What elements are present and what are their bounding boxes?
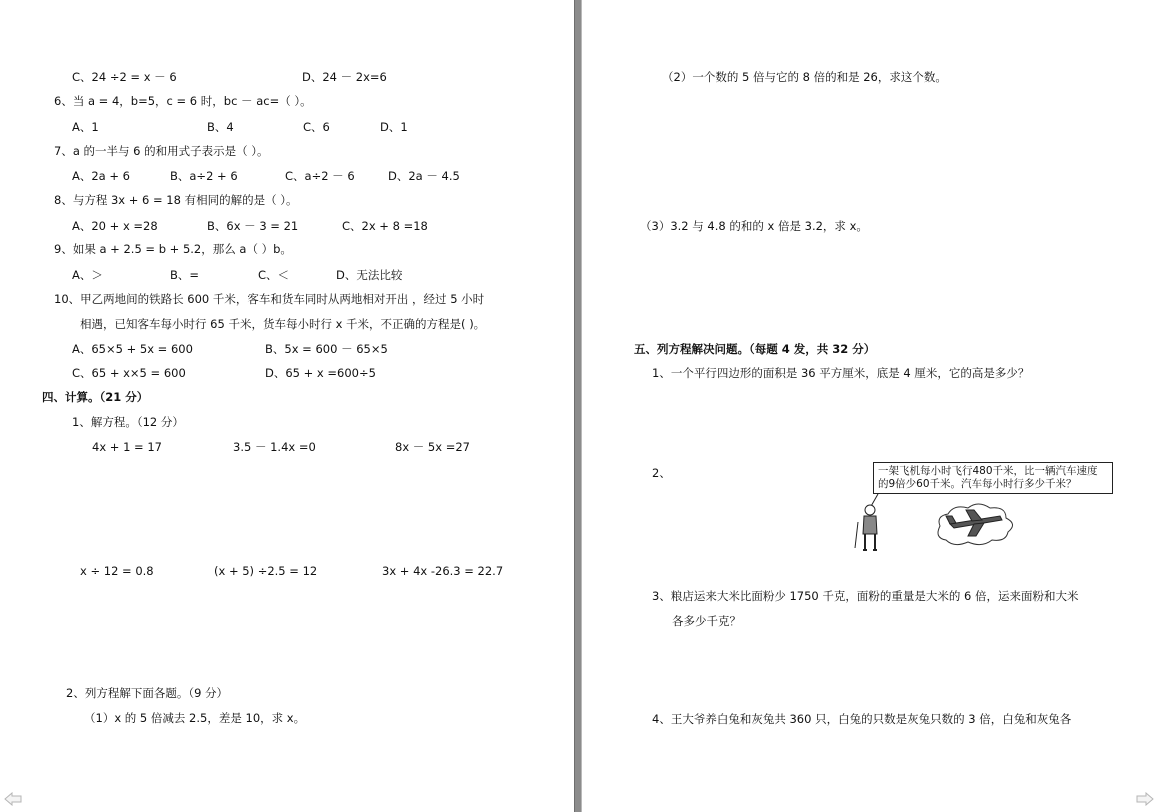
q6-stem: 6、当 a = 4，b=5，c = 6 时，bc － ac=（ ）。: [54, 94, 312, 108]
problem-3-line1: 3、粮店运来大米比面粉少 1750 千克，面粉的重量是大米的 6 倍，运来面粉和大米: [652, 589, 1079, 603]
section4-sub2-q2: （2）一个数的 5 倍与它的 8 倍的和是 26，求这个数。: [662, 70, 947, 84]
callout-line-1: 一架飞机每小时飞行480千米，比一辆汽车速度: [878, 465, 1098, 477]
equation-5: (x + 5) ÷2.5 = 12: [214, 564, 318, 578]
left-page: [0, 0, 574, 812]
q10-option-a: A、65×5 + 5x = 600: [72, 342, 193, 356]
next-page-button[interactable]: [1136, 792, 1154, 806]
q10-line2: 相遇，已知客车每小时行 65 千米，货车每小时行 x 千米，不正确的方程是( )。: [80, 317, 486, 331]
q6-option-a: A、1: [72, 120, 99, 134]
q6-option-b: B、4: [207, 120, 234, 134]
problem-3-line2: 各多少千克？: [672, 614, 741, 628]
equation-4: x ÷ 12 = 0.8: [80, 564, 154, 578]
equation-3: 8x － 5x =27: [395, 440, 470, 454]
q6-option-d: D、1: [380, 120, 408, 134]
prev-page-button[interactable]: [4, 792, 22, 806]
equation-2: 3.5 － 1.4x =0: [233, 440, 316, 454]
equation-6: 3x + 4x -26.3 = 22.7: [382, 564, 504, 578]
q7-option-b: B、a÷2 + 6: [170, 169, 238, 183]
q7-stem: 7、a 的一半与 6 的和用式子表示是（ ）。: [54, 144, 269, 158]
q7-option-d: D、2a － 4.5: [388, 169, 460, 183]
section4-title: 四、计算。（21 分）: [42, 390, 149, 404]
arrow-left-icon: [4, 792, 22, 806]
q6-option-c: C、6: [303, 120, 330, 134]
problem-1: 1、一个平行四边形的面积是 36 平方厘米，底是 4 厘米，它的高是多少？: [652, 366, 1030, 380]
q8-option-a: A、20 + x =28: [72, 219, 158, 233]
section5-title: 五、列方程解决问题。（每题 4 发，共 32 分）: [634, 342, 876, 356]
problem-2-illustration: [850, 490, 1030, 554]
q9-option-a: A、＞: [72, 268, 103, 282]
problem-2-label: 2、: [652, 466, 671, 480]
q10-line1: 10、甲乙两地间的铁路长 600 千米，客车和货车同时从两地相对开出 ，经过 5 小时: [54, 292, 485, 306]
q8-stem: 8、与方程 3x + 6 = 18 有相同的解的是（ ）。: [54, 193, 298, 207]
section4-sub2-q3: （3）3.2 与 4.8 的和的 x 倍是 3.2，求 x。: [640, 219, 868, 233]
callout-line-2: 的9倍少60千米。汽车每小时行多少千米？: [878, 478, 1077, 490]
person-icon: [855, 505, 877, 550]
q9-option-b: B、=: [170, 268, 200, 282]
equation-1: 4x + 1 = 17: [92, 440, 162, 454]
q9-option-c: C、＜: [258, 268, 290, 282]
page-divider: [574, 0, 582, 812]
q9-stem: 9、如果 a + 2.5 = b + 5.2，那么 a（ ）b。: [54, 242, 292, 256]
q5-option-c: C、24 ÷2 = x － 6: [72, 70, 177, 84]
q7-option-a: A、2a + 6: [72, 169, 130, 183]
q8-option-c: C、2x + 8 =18: [342, 219, 428, 233]
q10-option-c: C、65 + x×5 = 600: [72, 366, 186, 380]
q10-option-d: D、65 + x =600÷5: [265, 366, 376, 380]
q5-option-d: D、24 － 2x=6: [302, 70, 387, 84]
q8-option-b: B、6x － 3 = 21: [207, 219, 299, 233]
section4-sub1: 1、解方程。（12 分）: [72, 415, 184, 429]
section4-sub2-q1: （1）x 的 5 倍减去 2.5，差是 10，求 x。: [84, 711, 306, 725]
problem-4: 4、王大爷养白兔和灰兔共 360 只，白兔的只数是灰兔只数的 3 倍，白兔和灰兔各: [652, 712, 1072, 726]
right-page: [582, 0, 1164, 812]
section4-sub2: 2、列方程解下面各题。（9 分）: [66, 686, 229, 700]
q10-option-b: B、5x = 600 － 65×5: [265, 342, 388, 356]
arrow-right-icon: [1136, 792, 1154, 806]
q7-option-c: C、a÷2 － 6: [285, 169, 355, 183]
q9-option-d: D、无法比较: [336, 268, 403, 282]
